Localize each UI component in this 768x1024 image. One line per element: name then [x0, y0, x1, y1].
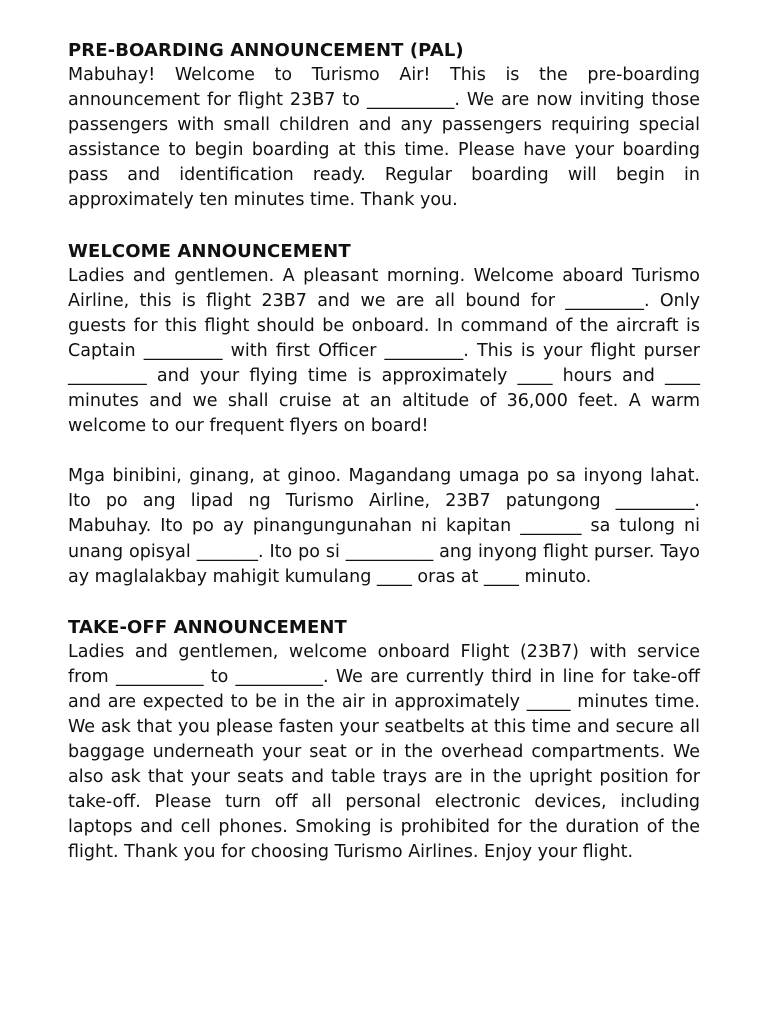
- section-pre-boarding: [68, 38, 700, 214]
- section-paragraph: Ladies and gentlemen. A pleasant morning. Welcome aboard Turismo Airline, this is flight 23B7 and we are all bound for _________. Only guests for this flight should be onboard. In command of the aircraft is Captain _________ with first Officer _________. This is your flight purser _________ and your flying time is approximately ____ hours and ____ minutes and we shall cruise at an altitude of 36,000 feet. A warm welcome to our frequent flyers on board!: [68, 265, 700, 437]
- section-heading: WELCOME ANNOUNCEMENT: [68, 240, 351, 262]
- section-take-off: [68, 615, 700, 866]
- document-page: [68, 38, 700, 866]
- section-welcome: [68, 239, 700, 440]
- section-paragraph: Ladies and gentlemen, welcome onboard Flight (23B7) with service from __________ to __________. We are currently third in line for take-off and are expected to be in the air in approximately _____ minutes time. We ask that you please fasten your seatbelts at this time and secure all baggage underneath your seat or in the overhead compartments. We also ask that your seats and table trays are in the upright position for take-off. Please turn off all personal electronic devices, including laptops and cell phones. Smoking is prohibited for the duration of the flight. Thank you for choosing Turismo Airlines. Enjoy your flight.: [68, 641, 700, 863]
- section-welcome-filipino: [68, 464, 700, 589]
- section-paragraph: Mga binibini, ginang, at ginoo. Magandang umaga po sa inyong lahat. Ito po ang lipad ng Turismo Airline, 23B7 patungong _________. Mabuhay. Ito po ay pinangungunahan ni kapitan _______ sa tulong ni unang opisyal _______. Ito po si __________ ang inyong flight purser. Tayo ay maglalakbay mahigit kumulang ____ oras at ____ minuto.: [68, 466, 700, 587]
- section-heading: PRE-BOARDING ANNOUNCEMENT (PAL): [68, 40, 464, 61]
- section-paragraph: Mabuhay! Welcome to Turismo Air! This is the pre-boarding announcement for flight 23B7 to __________. We are now inviting those passengers with small children and any passengers requiring special assistance to begin boarding at this time. Please have your boarding pass and identification ready. Regular boarding will begin in approximately ten minutes time. Thank you.: [68, 65, 700, 211]
- section-heading: TAKE-OFF ANNOUNCEMENT: [68, 616, 347, 638]
